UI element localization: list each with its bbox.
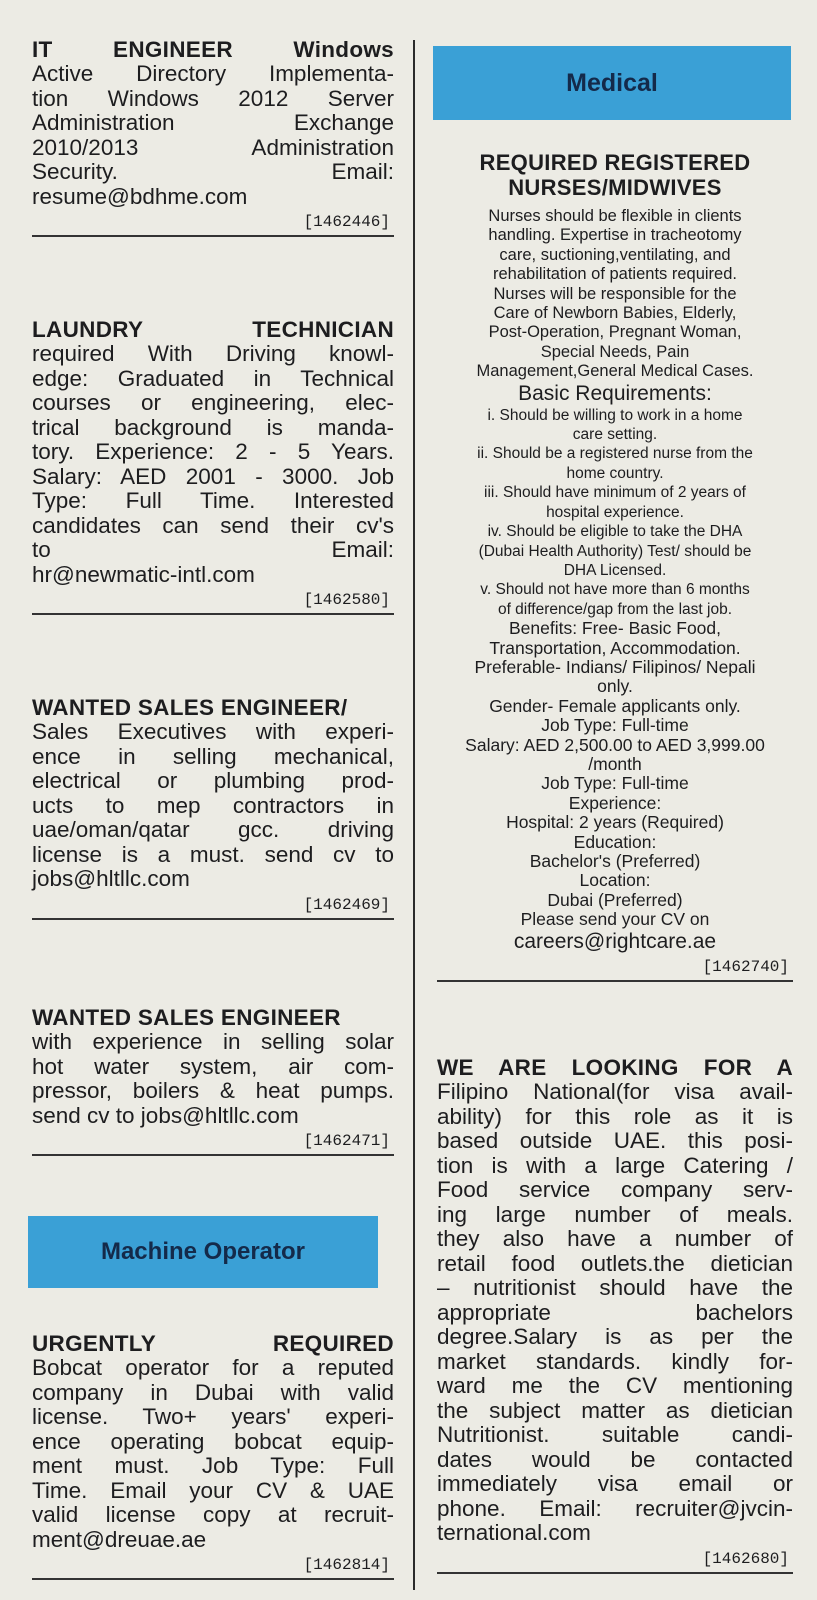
ad-line: /month	[588, 753, 642, 774]
ad-line: Benefits: Free- Basic Food,	[508, 618, 722, 639]
ad-laundry-technician	[32, 318, 394, 615]
ad-body	[437, 1080, 793, 1521]
ad-line: Salary: AED 2001 - 3000. Job	[32, 463, 394, 489]
ad-reference-number: [1462469]	[303, 895, 390, 914]
ad-line: tory. Experience: 2 - 5 Years.	[32, 439, 394, 464]
ad-line: ment must. Job Type: Full	[32, 1453, 394, 1478]
ad-line: (Dubai Health Authority) Test/ should be	[478, 542, 752, 560]
ad-body	[437, 207, 793, 954]
ad-it-engineer	[32, 38, 394, 237]
ad-line: ence operating bobcat equip-	[32, 1428, 394, 1454]
ad-email: hr@newmatic-intl.com	[32, 561, 255, 587]
ad-line: iv. Should be eligible to take the DHA	[487, 523, 743, 541]
ad-line: Bachelor's (Preferred)	[529, 851, 701, 871]
ad-line: retail food outlets.the dietician	[437, 1250, 793, 1276]
ad-line: DHA Licensed.	[563, 561, 667, 579]
ad-email: ment@dreuae.ae	[32, 1526, 207, 1552]
ad-divider	[32, 1578, 394, 1580]
ad-line: – nutritionist should have the	[437, 1275, 793, 1300]
ad-line: with experience in selling solar	[32, 1029, 394, 1054]
ad-line: Special Needs, Pain	[540, 342, 690, 361]
ad-line: 2010/2013 Administration	[32, 134, 394, 160]
ad-registered-nurses	[437, 150, 793, 982]
ad-reference-number: [1462740]	[702, 957, 789, 976]
column-divider	[413, 40, 415, 1590]
ad-email: jobs@hltllc.com	[32, 866, 190, 891]
ad-line: company in Dubai with valid	[32, 1379, 394, 1405]
ad-line: phone. Email: recruiter@jvcin-	[437, 1495, 793, 1521]
ad-line: Education:	[573, 831, 657, 852]
ad-line: Time. Email your CV & UAE	[32, 1477, 394, 1503]
ad-line: market standards. kindly for-	[437, 1348, 793, 1374]
ad-body	[32, 1356, 394, 1528]
ad-line: uae/oman/qatar gcc. driving	[32, 817, 394, 842]
ad-line: Location:	[579, 870, 651, 891]
ad-line: hospital experience.	[546, 503, 684, 521]
ad-reference-number: [1462446]	[303, 213, 390, 231]
ad-line: candidates can send their cv's	[32, 512, 394, 538]
ad-line: tion Windows 2012 Server	[32, 85, 394, 111]
ad-line: trical background is manda-	[32, 414, 394, 440]
ad-dietician-nutritionist	[437, 1056, 793, 1574]
ad-line: Management,General Medical Cases.	[476, 362, 754, 381]
ad-email: careers@rightcare.ae	[513, 929, 717, 953]
ad-line: the subject matter as dietician	[437, 1397, 793, 1423]
ad-line: hot water system, air com-	[32, 1053, 394, 1079]
ad-line: to Email:	[32, 537, 394, 562]
ad-line: license. Two+ years' experi-	[32, 1404, 394, 1429]
ad-line: they also have a number of	[437, 1226, 793, 1251]
ad-reference-number: [1462580]	[303, 591, 390, 609]
ad-line: based outside UAE. this posi-	[437, 1128, 793, 1153]
ad-line: Job Type: Full-time	[541, 773, 689, 794]
ad-line: ence in selling mechanical,	[32, 743, 394, 769]
ad-line: v. Should not have more than 6 months	[480, 581, 750, 599]
ad-line: Food service company serv-	[437, 1177, 793, 1202]
ad-line: Type: Full Time. Interested	[32, 488, 394, 513]
ad-line: Administration Exchange	[32, 110, 394, 135]
ad-body	[32, 62, 394, 185]
ad-line: Dubai (Preferred)	[547, 889, 683, 910]
ad-line: Transportation, Accommodation.	[489, 637, 741, 658]
ad-line: i. Should be willing to work in a home	[487, 406, 743, 424]
ad-line: Experience:	[568, 792, 662, 813]
ad-line: Sales Executives with experi-	[32, 719, 394, 744]
ad-header: WANTED SALES ENGINEER/	[32, 695, 348, 720]
ad-line: Security. Email:	[32, 159, 394, 184]
ad-line: Preferable- Indians/ Filipinos/ Nepali	[474, 656, 756, 677]
ad-reference-number: [1462680]	[702, 1549, 789, 1568]
ad-line: Post-Operation, Pregnant Woman,	[488, 323, 742, 342]
ad-line: of difference/gap from the last job.	[497, 600, 733, 618]
ad-info	[437, 619, 793, 930]
ad-subheading: Basic Requirements:	[518, 381, 712, 405]
ad-line: handling. Expertise in tracheotomy	[488, 226, 742, 245]
ad-line: Hospital: 2 years (Required)	[506, 812, 724, 833]
ad-line: Filipino National(for visa avail-	[437, 1079, 793, 1104]
ad-line: Nurses should be flexible in clients	[488, 207, 742, 225]
ad-header: LAUNDRY TECHNICIAN	[32, 317, 394, 342]
ad-divider	[32, 613, 394, 615]
ad-line: electrical or plumbing prod-	[32, 768, 394, 793]
ad-line: ucts to mep contractors in	[32, 792, 394, 818]
ad-header: IT ENGINEER Windows	[32, 37, 394, 62]
ad-divider	[437, 1572, 793, 1574]
ad-line: Nurses will be responsible for the	[493, 284, 737, 303]
ad-requirements	[437, 406, 793, 619]
ad-body	[32, 1030, 394, 1128]
ad-line: ii. Should be a registered nurse from the	[477, 445, 753, 463]
ad-reference-number: [1462471]	[303, 1132, 390, 1150]
ad-header: WE ARE LOOKING FOR A	[437, 1055, 793, 1080]
ad-line: pressor, boilers & heat pumps.	[32, 1078, 394, 1103]
ad-line: care, suctioning,ventilating, and	[499, 245, 731, 264]
ad-line: rehabilitation of patients required.	[493, 265, 737, 284]
ad-line: only.	[597, 676, 633, 697]
ad-line: required With Driving knowl-	[32, 341, 394, 366]
ad-line: degree.Salary is as per the	[437, 1324, 793, 1349]
ad-line: Job Type: Full-time	[541, 715, 689, 736]
ad-line: home country.	[566, 464, 664, 482]
banner-label: Medical	[566, 69, 658, 97]
ad-line: care setting.	[572, 426, 658, 444]
ad-line: appropriate bachelors	[437, 1299, 793, 1325]
ad-line: Salary: AED 2,500.00 to AED 3,999.00	[465, 734, 765, 755]
ad-divider	[437, 980, 793, 982]
ad-line: edge: Graduated in Technical	[32, 365, 394, 391]
ad-header: URGENTLY REQUIRED	[32, 1331, 394, 1356]
ad-divider	[32, 235, 394, 237]
ad-line: license is a must. send cv to	[32, 841, 394, 867]
ad-divider	[32, 1154, 394, 1156]
section-banner-machine-operator	[28, 1216, 378, 1288]
ad-line: courses or engineering, elec-	[32, 390, 394, 415]
ad-line: Care of Newborn Babies, Elderly,	[493, 304, 737, 323]
ad-line: tion is with a large Catering /	[437, 1152, 793, 1178]
ad-header: WANTED SALES ENGINEER	[32, 1005, 341, 1030]
ad-title: NURSES/MIDWIVES	[508, 175, 722, 200]
ad-line: Please send your CV on	[520, 909, 710, 930]
ad-line: dates would be contacted	[437, 1446, 793, 1472]
ad-bobcat-operator	[32, 1332, 394, 1580]
ad-line: ability) for this role as it is	[437, 1103, 793, 1129]
ad-line: ing large number of meals.	[437, 1201, 793, 1227]
ad-body	[32, 720, 394, 867]
ad-email: ternational.com	[437, 1520, 591, 1545]
ad-line: immediately visa email or	[437, 1471, 793, 1496]
ad-line: valid license copy at recruit-	[32, 1502, 394, 1527]
ad-sales-engineer-solar	[32, 1006, 394, 1156]
ad-sales-engineer-mep	[32, 696, 394, 920]
banner-label: Machine Operator	[100, 1238, 306, 1265]
ad-reference-number: [1462814]	[303, 1556, 390, 1574]
ad-title: REQUIRED REGISTERED	[479, 150, 751, 175]
ad-line: send cv to jobs@hltllc.com	[32, 1102, 299, 1128]
ad-line: ward me the CV mentioning	[437, 1373, 793, 1398]
ad-body	[32, 342, 394, 563]
ad-email: resume@bdhme.com	[32, 183, 248, 209]
ad-line: iii. Should have minimum of 2 years of	[484, 484, 746, 502]
ad-divider	[32, 918, 394, 920]
ad-line: Active Directory Implementa-	[32, 61, 394, 86]
ad-line: Nutritionist. suitable candi-	[437, 1422, 793, 1447]
section-banner-medical	[433, 46, 791, 120]
ad-line: Bobcat operator for a reputed	[32, 1355, 394, 1380]
ad-line: Gender- Female applicants only.	[489, 695, 741, 716]
